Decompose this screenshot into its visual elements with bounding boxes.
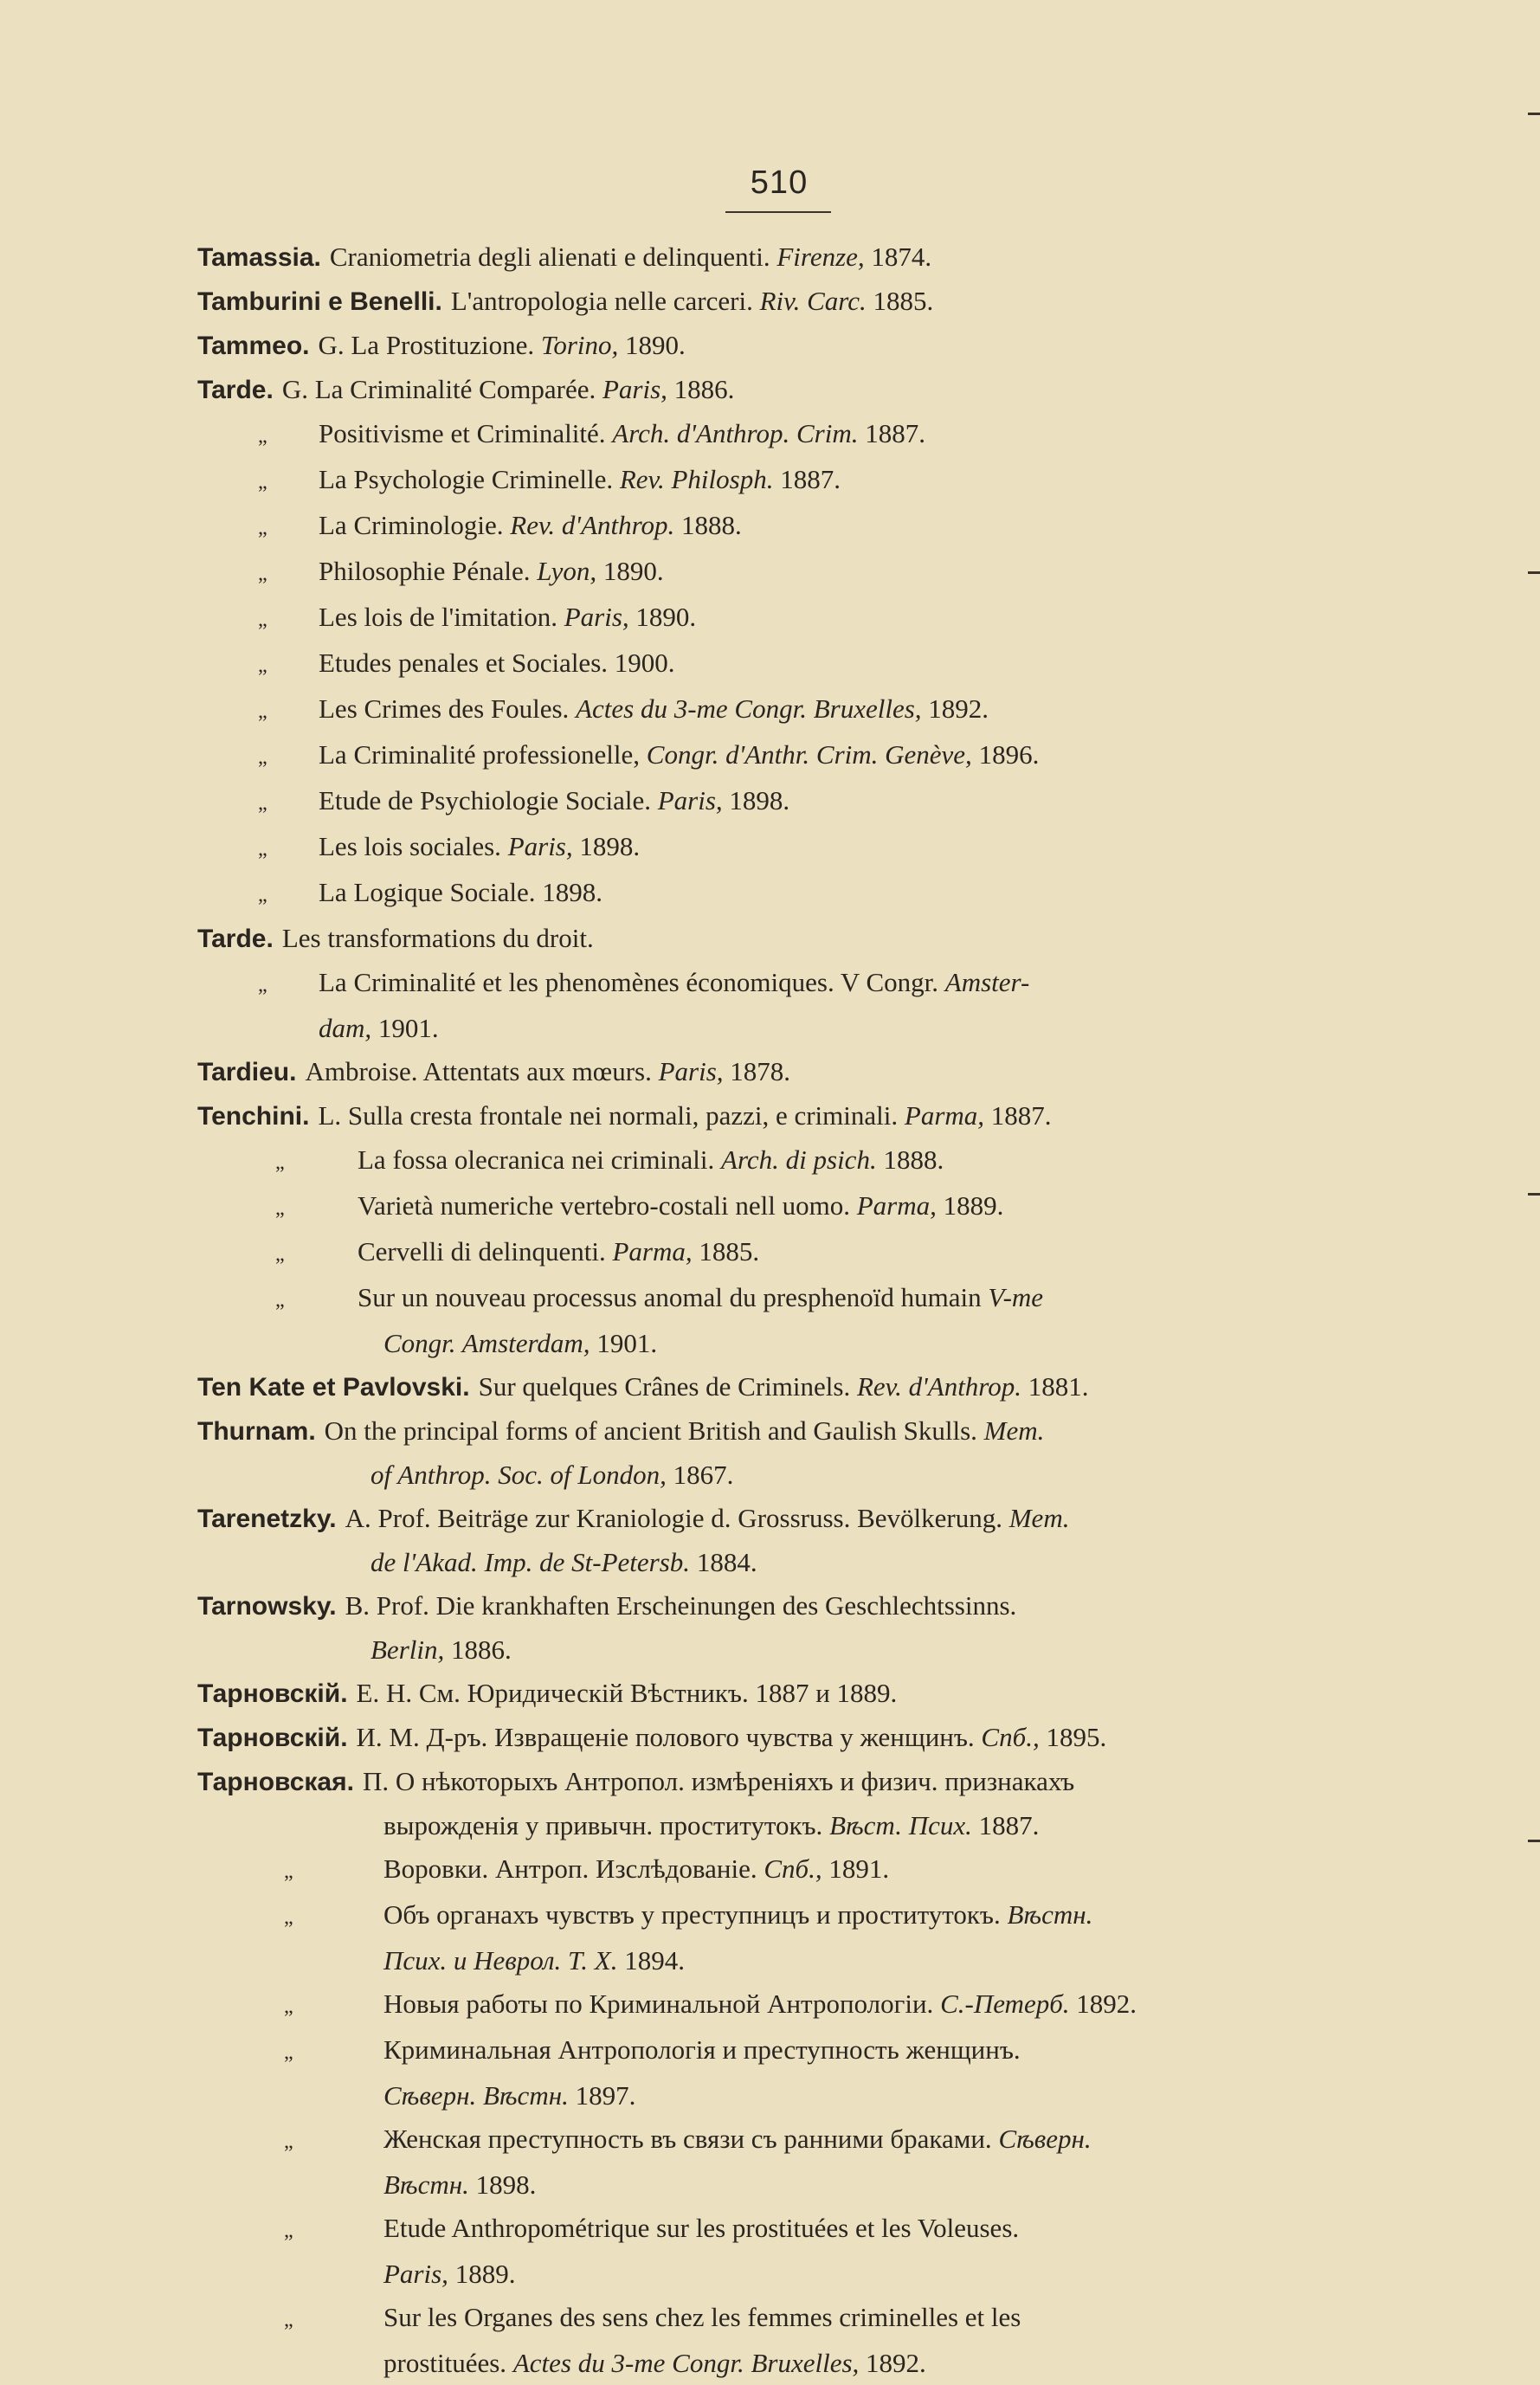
entry-publication: Вѣстн. (383, 2169, 469, 2200)
entry-author: Tenchini. (197, 1102, 310, 1131)
entry-title: Etude Anthropométrique sur les prostituées et les Voleuses. (383, 2213, 1020, 2243)
entry-line (197, 1760, 1357, 1804)
entry-title: G. La Criminalité Comparée. (281, 374, 596, 404)
page-number: 510 (750, 164, 809, 201)
entry-line (197, 825, 1357, 871)
entry-year: 1887. (865, 418, 925, 448)
entry-line (197, 2028, 1357, 2074)
entry-continuation-line (197, 1541, 1357, 1584)
bibliography-entry (197, 280, 1357, 324)
bibliography-entry (197, 550, 1357, 596)
entry-continuation-line (197, 1939, 1357, 1982)
bibliography-entry (197, 1760, 1357, 1847)
entry-publication: Спб., (764, 1853, 822, 1884)
entry-line (197, 871, 1357, 917)
ditto-mark: „ (258, 517, 267, 539)
entry-publication: Paris, (507, 831, 573, 861)
entry-publication: de l'Akad. Imp. de St-Petersb. (371, 1547, 691, 1577)
entry-year: 1889. (454, 2259, 516, 2289)
entry-publication: Сѣверн. Вѣстн. (383, 2080, 569, 2111)
ditto-mark: „ (258, 563, 267, 585)
entry-title: Varietà numeriche vertebro-costali nell uomo. (358, 1190, 850, 1221)
bibliography-entry (197, 1584, 1357, 1672)
edge-mark (1528, 571, 1540, 574)
entry-title: Les lois sociales. (319, 831, 501, 861)
entry-year: 1898. (729, 785, 790, 815)
entry-line (197, 550, 1357, 596)
ditto-mark: „ (275, 1197, 285, 1220)
entry-publication: Псих. и Неврол. Т. Х. (383, 1945, 618, 1976)
entry-year: 1888. (883, 1144, 944, 1175)
entry-line (197, 687, 1357, 733)
entry-title: A. Prof. Beiträge zur Kraniologie d. Grossruss. Bevölkerung. (345, 1503, 1002, 1533)
header-rule (725, 211, 831, 213)
entry-publication: Mem. (983, 1415, 1045, 1446)
entry-year: 1892. (866, 2348, 926, 2378)
entry-continuation-line (197, 1454, 1357, 1497)
ditto-mark: „ (258, 471, 267, 493)
entry-line (197, 235, 1357, 280)
entry-author: Tarde. (197, 925, 274, 953)
entry-line (197, 1094, 1357, 1138)
entry-publication: Congr. d'Anthr. Crim. Genève, (646, 739, 972, 770)
entry-line (197, 280, 1357, 324)
bibliography-entry (197, 235, 1357, 280)
entry-year: 1888. (681, 510, 742, 540)
entry-line (197, 1230, 1357, 1276)
entry-year: 1884. (696, 1547, 757, 1577)
ditto-mark: „ (284, 2309, 293, 2331)
ditto-mark: „ (258, 654, 267, 677)
entry-title-cont: вырожденія у привычн. проститутокъ. (383, 1810, 823, 1840)
entry-continuation-line (197, 1007, 1357, 1050)
entry-line (197, 1716, 1357, 1760)
entry-title: Ambroise. Attentats aux mœurs. (305, 1056, 652, 1086)
entry-publication: Arch. di psich. (721, 1144, 877, 1175)
bibliography-entry (197, 2296, 1357, 2385)
entry-author: Тарновскій. (197, 1724, 348, 1752)
ditto-mark: „ (258, 792, 267, 815)
entry-title: On the principal forms of ancient British and Gaulish Skulls. (324, 1415, 977, 1446)
entry-line (197, 1409, 1357, 1454)
entry-title: La fossa olecranica nei criminali. (358, 1144, 715, 1175)
entry-year: 1901. (596, 1328, 658, 1358)
entry-publication: Firenze, (776, 242, 865, 272)
entry-year: 1867. (673, 1460, 734, 1490)
entry-publication: Parma, (856, 1190, 937, 1221)
entry-line (197, 1184, 1357, 1230)
entry-line (197, 1497, 1357, 1541)
entry-publication: Paris, (602, 374, 667, 404)
entry-title: Etude de Psychiologie Sociale. (319, 785, 651, 815)
edge-mark (1528, 113, 1540, 115)
entry-publication: Lyon, (537, 556, 597, 586)
bibliography-entry (197, 1847, 1357, 1893)
entry-year: 1890. (625, 330, 686, 360)
entry-title: Объ органахъ чувствъ у преступницъ и проститутокъ. (383, 1899, 1001, 1930)
bibliography-entry (197, 917, 1357, 961)
bibliography-entry (197, 1365, 1357, 1409)
entry-title: Sur les Organes des sens chez les femmes criminelles et les (383, 2302, 1021, 2332)
bibliography-entry (197, 779, 1357, 825)
entry-title: Les Crimes des Foules. (319, 693, 570, 724)
entry-year: 1887. (780, 464, 841, 494)
entry-author: Ten Kate et Pavlovski. (197, 1373, 470, 1402)
entry-publication: Rev. d'Anthrop. (510, 510, 675, 540)
entry-year: 1892. (1076, 1989, 1137, 2019)
ditto-mark: „ (275, 1151, 285, 1174)
entry-year: 1892. (928, 693, 989, 724)
bibliography-entry (197, 1094, 1357, 1138)
entry-line (197, 779, 1357, 825)
entry-title: L'antropologia nelle carceri. (450, 286, 753, 316)
entry-line (197, 2117, 1357, 2163)
entry-title: Sur quelques Crânes de Criminels. (478, 1371, 851, 1402)
entry-line (197, 2207, 1357, 2253)
entry-author: Tarnowsky. (197, 1592, 337, 1621)
ditto-mark: „ (284, 1860, 293, 1883)
entry-title: Cervelli di delinquenti. (358, 1236, 606, 1267)
entry-continuation-line (197, 2074, 1357, 2117)
bibliography-entry (197, 2117, 1357, 2207)
bibliography-list (197, 235, 1357, 2385)
entry-title: Etudes penales et Sociales. (319, 648, 609, 678)
entry-publication: Parma, (612, 1236, 693, 1267)
entry-publication: of Anthrop. Soc. of London, (371, 1460, 667, 1490)
entry-line (197, 1893, 1357, 1939)
entry-continuation-line (197, 2253, 1357, 2296)
entry-publication: Torino, (540, 330, 619, 360)
entry-publication: Paris, (383, 2259, 448, 2289)
entry-year: 1898. (579, 831, 641, 861)
entry-title: La Psychologie Criminelle. (319, 464, 614, 494)
bibliography-entry (197, 412, 1357, 458)
edge-mark (1528, 1840, 1540, 1842)
bibliography-entry (197, 733, 1357, 779)
bibliography-entry (197, 1409, 1357, 1497)
ditto-mark: „ (258, 700, 267, 723)
entry-title: Les lois de l'imitation. (319, 602, 557, 632)
entry-author: Tardieu. (197, 1058, 297, 1086)
entry-title: П. О нѣкоторыхъ Антропол. измѣреніяхъ и физич. признакахъ (362, 1766, 1075, 1796)
entry-author: Тарновская. (197, 1768, 354, 1796)
entry-line (197, 596, 1357, 641)
entry-line (197, 1982, 1357, 2028)
ditto-mark: „ (258, 838, 267, 861)
bibliography-entry (197, 1230, 1357, 1276)
entry-publication: Вѣстн. (1007, 1899, 1093, 1930)
ditto-mark: „ (258, 974, 267, 996)
entry-year: 1900. (614, 648, 675, 678)
entry-title: G. La Prostituzione. (318, 330, 535, 360)
ditto-mark: „ (275, 1243, 285, 1266)
entry-author: Tamburini e Benelli. (197, 287, 442, 316)
entry-title: Positivisme et Criminalité. (319, 418, 606, 448)
entry-title: La Criminalité et les phenomènes économiques. V Congr. (319, 967, 939, 997)
entry-publication: dam, (319, 1013, 372, 1043)
ditto-mark: „ (275, 1289, 285, 1312)
entry-year: 1878. (730, 1056, 791, 1086)
entry-continuation-line (197, 1804, 1357, 1847)
entry-year: 1885. (873, 286, 934, 316)
entry-publication: Actes du 3-me Congr. Bruxelles, (576, 693, 922, 724)
entry-line (197, 641, 1357, 687)
entry-continuation-line (197, 2163, 1357, 2207)
entry-title: La Logique Sociale. (319, 877, 536, 907)
entry-line (197, 504, 1357, 550)
bibliography-entry (197, 1672, 1357, 1716)
entry-continuation-line (197, 1322, 1357, 1365)
entry-publication: Parma, (904, 1100, 985, 1131)
entry-title: И. М. Д-ръ. Извращеніе полового чувства у женщинъ. (356, 1722, 975, 1752)
entry-title: Les transformations du droit. (281, 923, 594, 953)
entry-publication: Riv. Carc. (759, 286, 867, 316)
bibliography-entry (197, 1497, 1357, 1584)
bibliography-entry (197, 1050, 1357, 1094)
bibliography-entry (197, 871, 1357, 917)
bibliography-entry (197, 961, 1357, 1050)
entry-title: Philosophie Pénale. (319, 556, 531, 586)
bibliography-entry (197, 1276, 1357, 1365)
bibliography-entry (197, 1716, 1357, 1760)
ditto-mark: „ (284, 1995, 293, 2018)
ditto-mark: „ (284, 2130, 293, 2153)
entry-line (197, 1276, 1357, 1322)
entry-line (197, 1138, 1357, 1184)
entry-year: 1887. (978, 1810, 1040, 1840)
entry-author: Tamassia. (197, 243, 321, 272)
entry-title: Sur un nouveau processus anomal du presphenoïd humain (358, 1282, 982, 1312)
bibliography-entry (197, 1138, 1357, 1184)
entry-year: 1889. (943, 1190, 1004, 1221)
bibliography-entry (197, 687, 1357, 733)
entry-publication: Mem. (1008, 1503, 1070, 1533)
entry-title: Е. Н. См. Юридическій Вѣстникъ. 1887 и 1889. (356, 1678, 898, 1708)
entry-line (197, 324, 1357, 368)
entry-year: 1890. (602, 556, 664, 586)
entry-publication: Rev. Philosph. (619, 464, 774, 494)
entry-continuation-line (197, 1628, 1357, 1672)
entry-publication: Paris, (564, 602, 629, 632)
entry-publication: Сѣверн. (998, 2124, 1092, 2154)
entry-line (197, 412, 1357, 458)
edge-mark (1528, 1193, 1540, 1196)
entry-line (197, 917, 1357, 961)
entry-line (197, 1365, 1357, 1409)
entry-publication: Berlin, (371, 1634, 445, 1665)
ditto-mark: „ (284, 1906, 293, 1929)
entry-line (197, 1672, 1357, 1716)
entry-year: 1897. (575, 2080, 636, 2111)
bibliography-entry (197, 504, 1357, 550)
entry-line (197, 733, 1357, 779)
bibliography-entry (197, 458, 1357, 504)
entry-year: 1886. (451, 1634, 512, 1665)
bibliography-entry (197, 1184, 1357, 1230)
entry-publication: Paris, (657, 785, 723, 815)
entry-title: L. Sulla cresta frontale nei normali, pazzi, e criminali. (318, 1100, 899, 1131)
entry-year: 1885. (699, 1236, 760, 1267)
entry-year: 1891. (828, 1853, 890, 1884)
entry-line (197, 1584, 1357, 1628)
entry-year: 1896. (978, 739, 1040, 770)
entry-year: 1895. (1046, 1722, 1107, 1752)
entry-author: Tammeo. (197, 332, 310, 360)
entry-title: B. Prof. Die krankhaften Erscheinungen des Geschlechtssinns. (345, 1590, 1017, 1621)
entry-year: 1886. (673, 374, 735, 404)
ditto-mark: „ (258, 425, 267, 448)
entry-year: 1874. (871, 242, 932, 272)
entry-publication: Congr. Amsterdam, (383, 1328, 590, 1358)
entry-publication: V-me (988, 1282, 1044, 1312)
entry-author: Thurnam. (197, 1417, 316, 1446)
entry-line (197, 368, 1357, 412)
entry-line (197, 961, 1357, 1007)
ditto-mark: „ (258, 746, 267, 769)
entry-title: Craniometria degli alienati e delinquenti. (329, 242, 770, 272)
bibliography-entry (197, 324, 1357, 368)
bibliography-entry (197, 825, 1357, 871)
entry-publication: Actes du 3-me Congr. Bruxelles, (512, 2348, 860, 2378)
entry-line (197, 1847, 1357, 1893)
entry-year: 1901. (377, 1013, 439, 1043)
entry-publication: Arch. d'Anthrop. Crim. (612, 418, 859, 448)
entry-title: La Criminalité professionelle, (319, 739, 641, 770)
entry-publication: Вѣст. Псих. (829, 1810, 972, 1840)
entry-year: 1894. (624, 1945, 685, 1976)
entry-year: 1881. (1028, 1371, 1089, 1402)
bibliography-entry (197, 641, 1357, 687)
entry-line (197, 1050, 1357, 1094)
entry-publication: С.-Петерб. (940, 1989, 1070, 2019)
entry-author: Tarde. (197, 376, 274, 404)
entry-year: 1898. (475, 2169, 537, 2200)
entry-publication: Paris, (658, 1056, 724, 1086)
ditto-mark: „ (258, 609, 267, 631)
entry-author: Тарновскій. (197, 1679, 348, 1708)
bibliography-entry (197, 1893, 1357, 1982)
entry-publication: Amster- (944, 967, 1030, 997)
bibliography-entry (197, 2028, 1357, 2117)
entry-title: La Criminologie. (319, 510, 504, 540)
bibliography-entry (197, 368, 1357, 412)
ditto-mark: „ (284, 2041, 293, 2064)
entry-continuation-line (197, 2342, 1357, 2385)
bibliography-entry (197, 1982, 1357, 2028)
entry-publication: Rev. d'Anthrop. (856, 1371, 1021, 1402)
entry-title: Женская преступность въ связи съ ранними браками. (383, 2124, 992, 2154)
entry-publication: Спб., (981, 1722, 1040, 1752)
entry-title-cont: prostituées. (383, 2348, 507, 2378)
entry-title: Новыя работы по Криминальной Антропологіи. (383, 1989, 934, 2019)
bibliography-entry (197, 2207, 1357, 2296)
entry-title: Воровки. Антроп. Изслѣдованіе. (383, 1853, 757, 1884)
entry-year: 1890. (635, 602, 697, 632)
entry-year: 1887. (990, 1100, 1052, 1131)
entry-line (197, 458, 1357, 504)
entry-year: 1898. (542, 877, 602, 907)
ditto-mark: „ (284, 2220, 293, 2242)
entry-line (197, 2296, 1357, 2342)
entry-author: Tarenetzky. (197, 1505, 337, 1533)
ditto-mark: „ (258, 884, 267, 906)
entry-title: Криминальная Антропологія и преступность женщинъ. (383, 2034, 1021, 2065)
bibliography-entry (197, 596, 1357, 641)
